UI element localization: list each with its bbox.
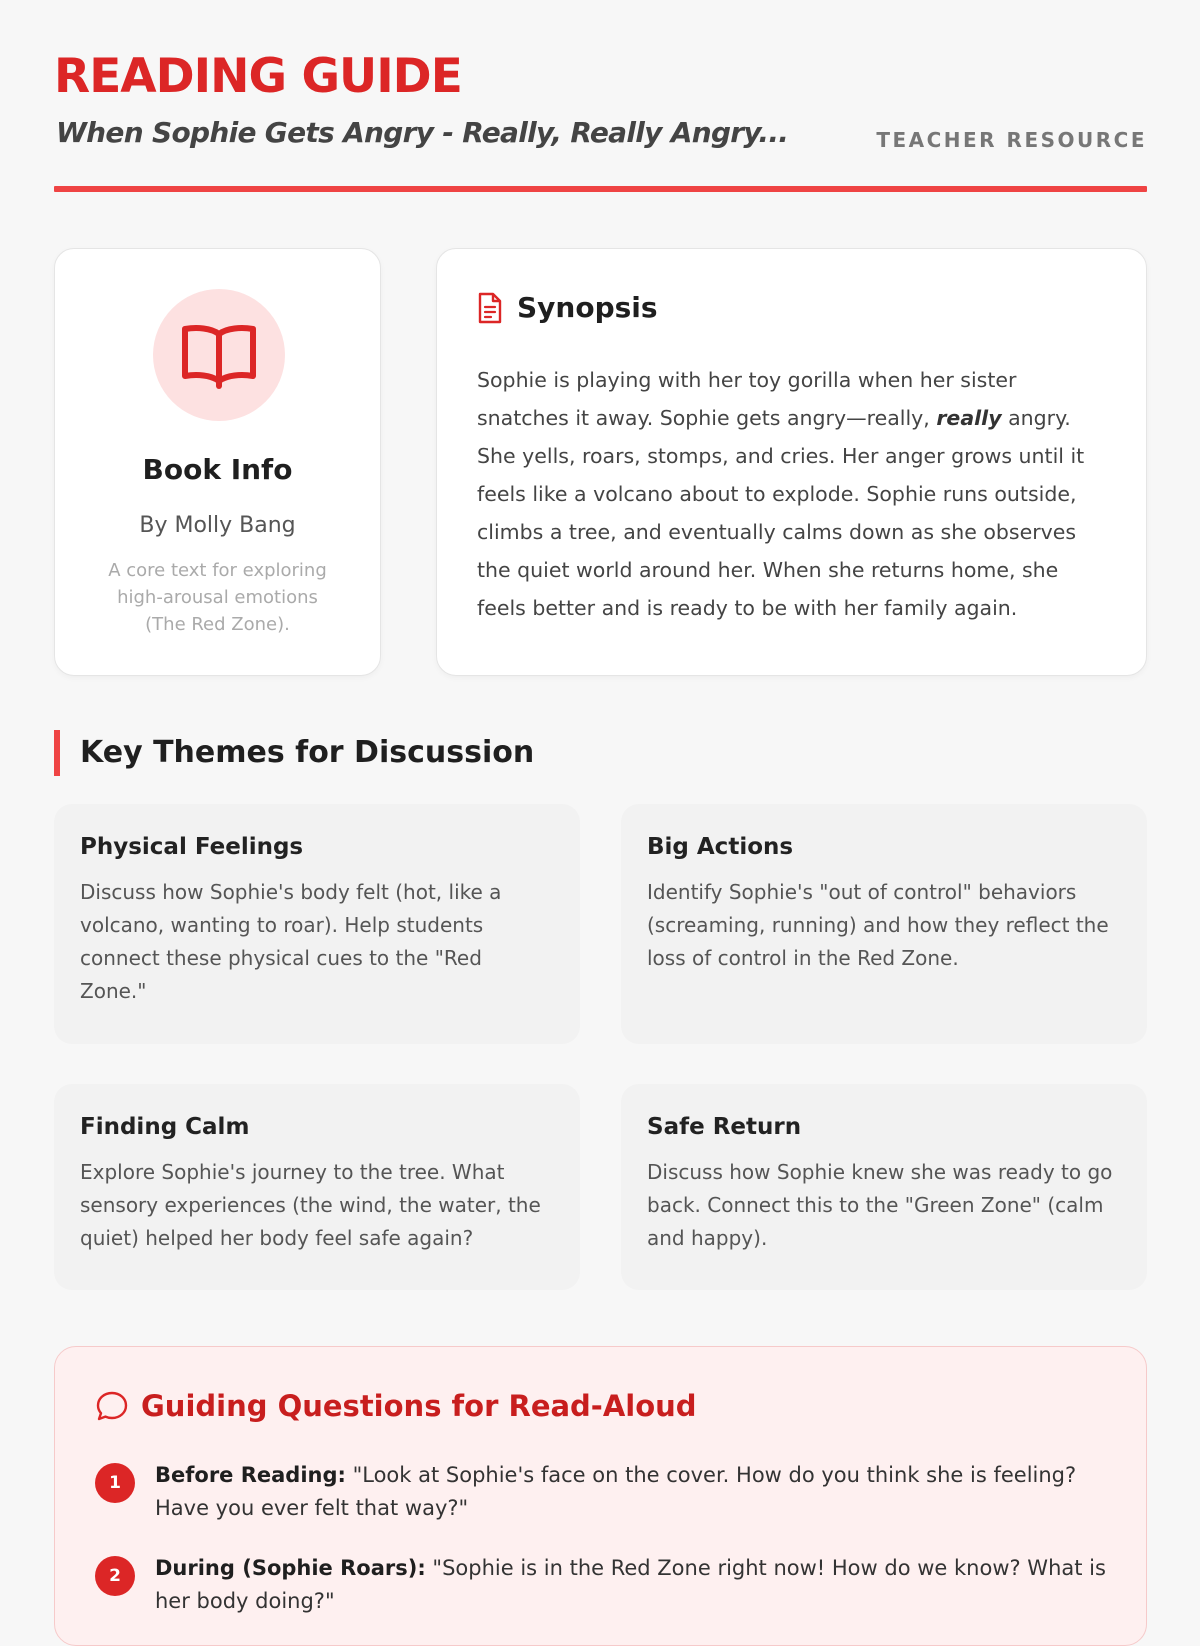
question-number-badge: 1 xyxy=(95,1463,135,1503)
book-icon-badge xyxy=(153,289,285,421)
question-quote: "Look at Sophie's face on the cover. How do you think she is feeling? Have you ever felt that way?" xyxy=(155,1463,1077,1520)
synopsis-text-part: angry. She yells, roars, stomps, and cries. Her anger grows until it feels like a volcano about to explode. Sophie runs outside, climbs a tree, and eventually calms down as she observes the quiet world around her. When she returns home, she feels better and is ready to be with her family again. xyxy=(477,406,1085,620)
theme-title: Physical Feelings xyxy=(80,834,304,860)
synopsis-card xyxy=(436,248,1147,676)
speech-bubble-icon xyxy=(95,1389,129,1423)
page-title: READING GUIDE xyxy=(54,49,462,104)
theme-text: Identify Sophie's "out of control" behaviors (screaming, running) and how they reflect the loss of control in the Red Zone. xyxy=(647,880,1109,970)
book-info-card xyxy=(54,248,381,676)
question-text xyxy=(155,1459,1106,1525)
synopsis-header xyxy=(477,291,658,324)
theme-title: Big Actions xyxy=(647,834,794,860)
synopsis-text xyxy=(477,361,1100,627)
theme-card xyxy=(54,804,580,1044)
question-item xyxy=(95,1552,1106,1618)
document-icon xyxy=(477,292,503,324)
questions-title: Guiding Questions for Read-Aloud xyxy=(141,1389,697,1423)
theme-text: Discuss how Sophie's body felt (hot, like a volcano, wanting to roar). Help students connect these physical cues to the "Red Zone." xyxy=(80,880,502,1003)
guiding-questions-panel xyxy=(54,1346,1147,1646)
book-note: A core text for exploring high-arousal emotions (The Red Zone). xyxy=(108,560,327,635)
theme-text: Explore Sophie's journey to the tree. What sensory experiences (the wind, the water, the quiet) helped her body feel safe again? xyxy=(80,1160,541,1250)
synopsis-text-part: Sophie is playing with her toy gorilla when her sister snatches it away. Sophie gets angry—really, xyxy=(477,368,1017,430)
header-divider xyxy=(54,186,1147,192)
reading-guide-page xyxy=(54,0,1147,1613)
theme-title: Finding Calm xyxy=(80,1114,250,1140)
open-book-icon xyxy=(181,320,257,390)
theme-title: Safe Return xyxy=(647,1114,802,1140)
question-text xyxy=(155,1552,1106,1618)
book-author: By Molly Bang xyxy=(139,513,296,538)
book-subtitle: When Sophie Gets Angry - Really, Really Angry... xyxy=(56,116,789,149)
question-label: Before Reading: xyxy=(155,1463,346,1487)
resource-tag: TEACHER RESOURCE xyxy=(876,128,1147,152)
question-quote: "Sophie is in the Red Zone right now! How do we know? What is her body doing?" xyxy=(155,1556,1106,1613)
question-label: During (Sophie Roars): xyxy=(155,1556,426,1580)
theme-card xyxy=(621,1084,1147,1290)
questions-header xyxy=(95,1389,697,1423)
page-header xyxy=(54,0,1147,194)
theme-card xyxy=(621,804,1147,1044)
book-info-title: Book Info xyxy=(142,453,293,486)
synopsis-emphasis: really xyxy=(936,406,1002,430)
theme-card xyxy=(54,1084,580,1290)
question-number-badge: 2 xyxy=(95,1556,135,1596)
question-item xyxy=(95,1459,1106,1525)
synopsis-title: Synopsis xyxy=(517,291,658,324)
themes-heading: Key Themes for Discussion xyxy=(54,730,534,776)
theme-text: Discuss how Sophie knew she was ready to go back. Connect this to the "Green Zone" (calm and happy). xyxy=(647,1160,1113,1250)
